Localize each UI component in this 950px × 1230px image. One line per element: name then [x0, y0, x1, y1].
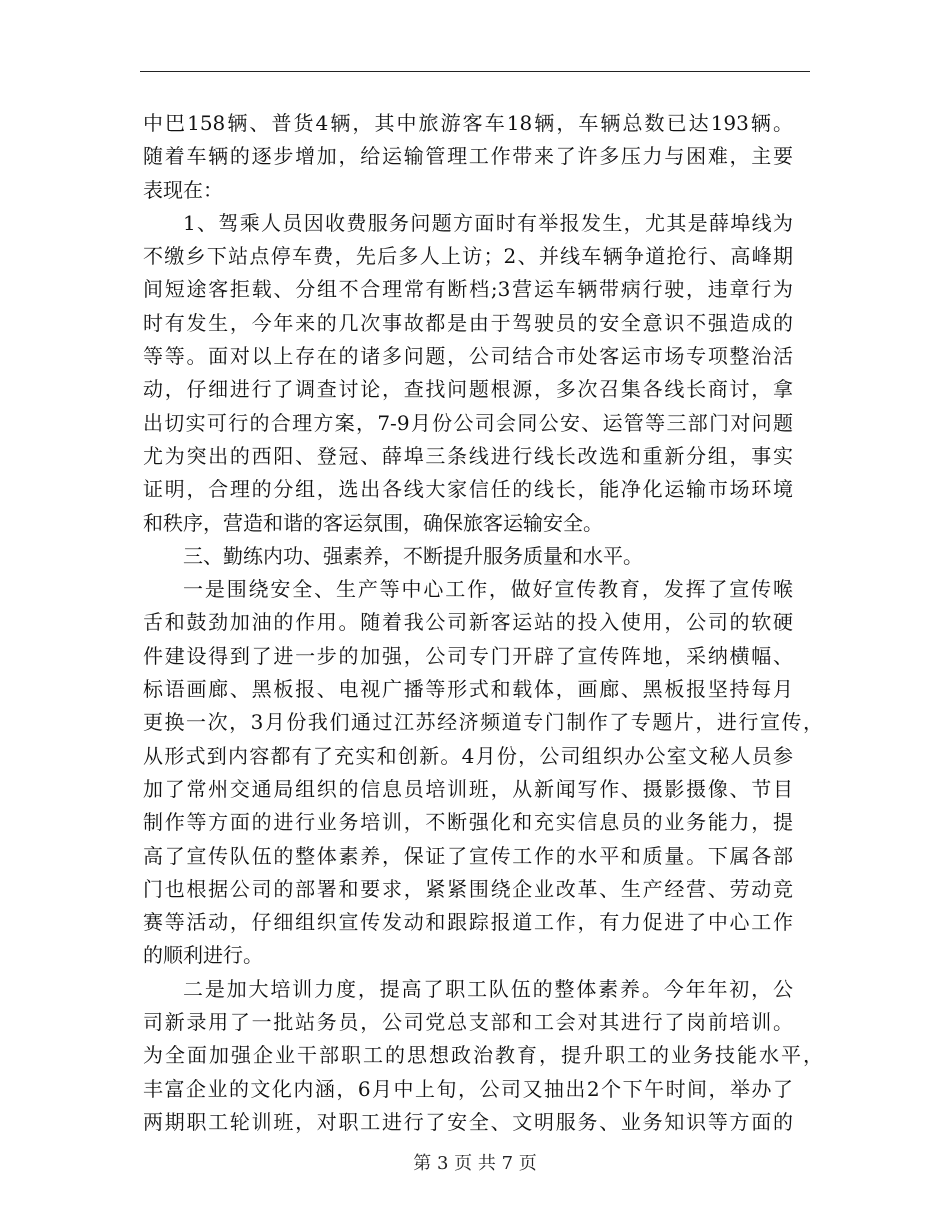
text-line: 时有发生，今年来的几次事故都是由于驾驶员的安全意识不强造成的 — [143, 310, 793, 335]
text-line: 丰富企业的文化内涵，6月中上旬，公司又抽出2个下午时间，举办了 — [143, 1076, 793, 1101]
section-heading: 三、勤练内功、强素养，不断提升服务质量和水平。 — [183, 543, 643, 568]
text-line: 和秩序，营造和谐的客运氛围，确保旅客运输安全。 — [143, 510, 603, 535]
text-line: 两期职工轮训班，对职工进行了安全、文明服务、业务知识等方面的 — [143, 1109, 793, 1134]
text-line: 为全面加强企业干部职工的思想政治教育，提升职工的业务技能水平， — [143, 1043, 823, 1068]
page-number-footer: 第 3 页 共 7 页 — [413, 1153, 537, 1174]
text-line: 件建设得到了进一步的加强，公司专门开辟了宣传阵地，采纳横幅、 — [143, 643, 793, 668]
text-line: 出切实可行的合理方案，7-9月份公司会同公安、运管等三部门对问题 — [143, 410, 793, 435]
text-line: 更换一次，3月份我们通过江苏经济频道专门制作了专题片，进行宣传， — [143, 710, 823, 735]
text-line: 高了宣传队伍的整体素养，保证了宣传工作的水平和质量。下属各部 — [143, 843, 793, 868]
text-line: 赛等活动，仔细组织宣传发动和跟踪报道工作，有力促进了中心工作 — [143, 910, 793, 935]
text-line: 二是加大培训力度，提高了职工队伍的整体素养。今年年初，公 — [183, 976, 793, 1001]
text-line: 标语画廊、黑板报、电视广播等形式和载体，画廊、黑板报坚持每月 — [143, 677, 793, 702]
text-line: 司新录用了一批站务员，公司党总支部和工会对其进行了岗前培训。 — [143, 1010, 793, 1035]
text-line: 1、驾乘人员因收费服务问题方面时有举报发生，尤其是薛埠线为 — [183, 210, 793, 235]
text-line: 制作等方面的进行业务培训，不断强化和充实信息员的业务能力，提 — [143, 810, 793, 835]
text-line: 动，仔细进行了调查讨论，查找问题根源，多次召集各线长商讨，拿 — [143, 377, 793, 402]
text-line: 的顺利进行。 — [143, 943, 263, 968]
text-line: 门也根据公司的部署和要求，紧紧围绕企业改革、生产经营、劳动竞 — [143, 876, 793, 901]
text-line: 不缴乡下站点停车费，先后多人上访；2、并线车辆争道抢行、高峰期 — [143, 244, 793, 269]
header-rule — [140, 71, 810, 72]
text-line: 加了常州交通局组织的信息员培训班，从新闻写作、摄影摄像、节目 — [143, 776, 793, 801]
text-line: 随着车辆的逐步增加，给运输管理工作带来了许多压力与困难，主要 — [143, 144, 793, 169]
document-body — [143, 107, 823, 1139]
text-line: 等等。面对以上存在的诸多问题，公司结合市处客运市场专项整治活 — [143, 344, 793, 369]
text-line: 中巴158辆、普货4辆，其中旅游客车18辆，车辆总数已达193辆。 — [143, 111, 793, 135]
text-line: 间短途客拒载、分组不合理常有断档;3营运车辆带病行驶，违章行为 — [143, 277, 793, 302]
text-line: 尤为突出的西阳、登冠、薛埠三条线进行线长改选和重新分组，事实 — [143, 443, 793, 468]
text-line: 表现在： — [143, 177, 223, 202]
text-line: 从形式到内容都有了充实和创新。4月份，公司组织办公室文秘人员参 — [143, 743, 793, 768]
text-line: 一是围绕安全、生产等中心工作，做好宣传教育，发挥了宣传喉 — [183, 577, 793, 602]
text-line: 证明，合理的分组，选出各线大家信任的线长，能净化运输市场环境 — [143, 477, 793, 502]
text-line: 舌和鼓劲加油的作用。随着我公司新客运站的投入使用，公司的软硬 — [143, 610, 793, 635]
